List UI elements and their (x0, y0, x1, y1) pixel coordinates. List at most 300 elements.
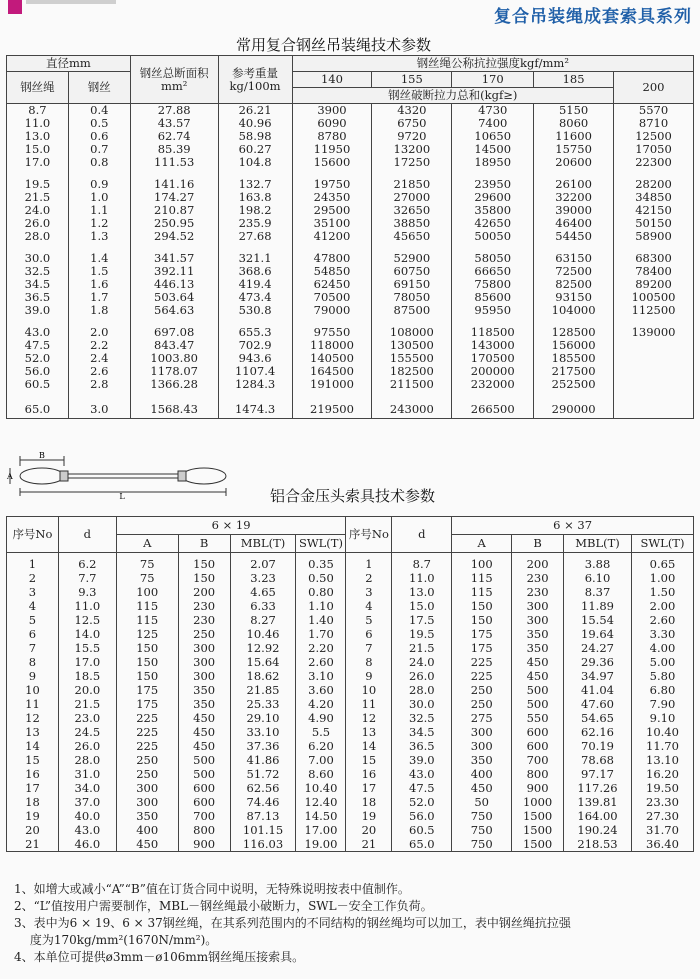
table-cell: 43.0 (392, 767, 452, 781)
table-cell: 210.87 (130, 204, 218, 217)
table-cell: 7 (346, 641, 392, 655)
table-cell: 2.20 (296, 641, 346, 655)
col-weight: 参考重量kg/100m (218, 56, 292, 104)
table-cell: 47.5 (7, 339, 69, 352)
table-cell: 52.0 (392, 795, 452, 809)
table-cell: 17.0 (7, 156, 69, 169)
table-cell: 47800 (292, 243, 372, 265)
col-mbl: MBL(T) (564, 535, 632, 553)
table-cell: 100 (116, 585, 178, 599)
table-cell: 243000 (372, 391, 452, 419)
table-cell: 139.81 (564, 795, 632, 809)
table-cell: 75 (116, 553, 178, 572)
table-cell: 5 (346, 613, 392, 627)
table-row (7, 711, 694, 725)
table-cell: 2.6 (68, 365, 130, 378)
table-cell: 23.0 (58, 711, 116, 725)
table-row (7, 613, 694, 627)
table-cell: 1.7 (68, 291, 130, 304)
label-a: A (7, 472, 13, 481)
table-cell: 63150 (534, 243, 614, 265)
col-strength-value: 185 (534, 72, 614, 88)
table-cell: 27.30 (631, 809, 693, 823)
table-cell: 266500 (452, 391, 534, 419)
table-cell: 1.2 (68, 217, 130, 230)
table-cell: 5 (7, 613, 59, 627)
table-cell: 12 (346, 711, 392, 725)
table-cell: 115 (116, 613, 178, 627)
table-row (7, 837, 694, 852)
table-cell: 1.50 (631, 585, 693, 599)
table-cell: 2.2 (68, 339, 130, 352)
table-cell: 1.6 (68, 278, 130, 291)
table-cell: 58050 (452, 243, 534, 265)
table-cell: 112500 (614, 304, 694, 317)
table-cell (614, 365, 694, 378)
table-cell: 250 (452, 683, 512, 697)
col-a: A (452, 535, 512, 553)
table-cell: 2.0 (68, 317, 130, 339)
table-cell: 3 (346, 585, 392, 599)
table-cell: 3.0 (68, 391, 130, 419)
table-cell: 0.80 (296, 585, 346, 599)
table-cell: 1 (346, 553, 392, 572)
table-cell: 0.7 (68, 143, 130, 156)
table-cell: 12 (7, 711, 59, 725)
table-row (7, 230, 694, 243)
table-cell: 35100 (292, 217, 372, 230)
table-cell: 17.5 (392, 613, 452, 627)
table-cell: 11950 (292, 143, 372, 156)
table-cell (614, 339, 694, 352)
table-cell: 85600 (452, 291, 534, 304)
table-cell: 14 (7, 739, 59, 753)
table-cell: 95950 (452, 304, 534, 317)
table-cell: 800 (178, 823, 230, 837)
decor-line (26, 0, 116, 4)
table-cell: 39000 (534, 204, 614, 217)
table-row (7, 317, 694, 339)
table-cell: 19.5 (7, 169, 69, 191)
table-cell (614, 352, 694, 365)
col-swl: SWL(T) (631, 535, 693, 553)
table-cell: 9.10 (631, 711, 693, 725)
table-cell: 219500 (292, 391, 372, 419)
col-a: A (116, 535, 178, 553)
table-cell: 11.70 (631, 739, 693, 753)
table-row (7, 156, 694, 169)
table-cell: 56.0 (392, 809, 452, 823)
table-cell: 1.40 (296, 613, 346, 627)
col-breaking: 钢丝破断拉力总和(kgf≥) (292, 88, 614, 104)
table-cell: 1.8 (68, 304, 130, 317)
table-cell: 41.04 (564, 683, 632, 697)
table-cell: 43.0 (58, 823, 116, 837)
table-cell (614, 378, 694, 391)
table-cell: 115 (116, 599, 178, 613)
table-cell: 132.7 (218, 169, 292, 191)
table-cell: 20 (346, 823, 392, 837)
notes (14, 881, 694, 966)
table-cell: 1000 (512, 795, 564, 809)
table-cell: 1.5 (68, 265, 130, 278)
table-cell: 175 (116, 683, 178, 697)
table-cell: 500 (512, 697, 564, 711)
table-cell: 118500 (452, 317, 534, 339)
table-cell: 21.85 (230, 683, 296, 697)
table-cell: 28.0 (7, 230, 69, 243)
table-cell: 8.60 (296, 767, 346, 781)
table-cell: 56.0 (7, 365, 69, 378)
table-cell: 43.0 (7, 317, 69, 339)
note-line: 1、如增大或减小“A”“B”值在订货合同中说明，无特殊说明按表中值制作。 (14, 882, 410, 896)
table-cell: 1366.28 (130, 378, 218, 391)
table-cell: 217500 (534, 365, 614, 378)
table-cell: 0.4 (68, 104, 130, 118)
table-cell: 17250 (372, 156, 452, 169)
table-cell: 31.70 (631, 823, 693, 837)
table-cell: 5.5 (296, 725, 346, 739)
table-cell: 32650 (372, 204, 452, 217)
table-cell: 14.50 (296, 809, 346, 823)
table-cell: 450 (116, 837, 178, 852)
table-row (7, 697, 694, 711)
table-cell: 3900 (292, 104, 372, 118)
table-cell: 10.46 (230, 627, 296, 641)
table-cell: 15 (346, 753, 392, 767)
table-cell: 54850 (292, 265, 372, 278)
table-cell: 7.90 (631, 697, 693, 711)
table-cell: 35800 (452, 204, 534, 217)
table-cell: 62.56 (230, 781, 296, 795)
table-cell: 10 (7, 683, 59, 697)
table-cell: 530.8 (218, 304, 292, 317)
table-cell: 31.0 (58, 767, 116, 781)
table-cell: 50150 (614, 217, 694, 230)
table-cell: 82500 (534, 278, 614, 291)
table-cell: 34.0 (58, 781, 116, 795)
table-cell: 230 (512, 585, 564, 599)
table-cell: 190.24 (564, 823, 632, 837)
table-cell: 28.0 (58, 753, 116, 767)
table-cell: 42150 (614, 204, 694, 217)
table-cell: 13.10 (631, 753, 693, 767)
table-cell: 32200 (534, 191, 614, 204)
col-swl: SWL(T) (296, 535, 346, 553)
table-cell: 211500 (372, 378, 452, 391)
col-6x37: 6 × 37 (452, 517, 694, 535)
table-cell: 300 (116, 781, 178, 795)
table-cell: 450 (178, 711, 230, 725)
table-cell: 34850 (614, 191, 694, 204)
label-b: B (39, 451, 45, 460)
table-row (7, 809, 694, 823)
table-cell: 150 (178, 571, 230, 585)
table-row (7, 781, 694, 795)
table-cell: 15.0 (392, 599, 452, 613)
table-cell: 17.0 (58, 655, 116, 669)
table-cell: 200 (178, 585, 230, 599)
table-cell: 600 (178, 781, 230, 795)
table-cell: 62.74 (130, 130, 218, 143)
table-cell: 2.07 (230, 553, 296, 572)
table-cell: 87.13 (230, 809, 296, 823)
col-area: 钢丝总断面积mm² (130, 56, 218, 104)
table-row (7, 739, 694, 753)
table-cell: 24.5 (58, 725, 116, 739)
table-cell: 4320 (372, 104, 452, 118)
aluminum-ferrule-spec-table (6, 516, 694, 852)
table-cell: 52.0 (7, 352, 69, 365)
table-cell: 368.6 (218, 265, 292, 278)
table-cell: 6750 (372, 117, 452, 130)
table-cell: 20 (7, 823, 59, 837)
table-cell: 10650 (452, 130, 534, 143)
series-title: 复合吊装绳成套索具系列 (494, 7, 692, 27)
note-line: 度为170kg/mm²(1670N/mm²)。 (14, 933, 218, 947)
table-cell: 41.86 (230, 753, 296, 767)
table-cell: 9 (7, 669, 59, 683)
table-cell: 150 (452, 613, 512, 627)
table-cell: 10.40 (296, 781, 346, 795)
table-cell: 250 (452, 697, 512, 711)
table-cell: 38850 (372, 217, 452, 230)
table-cell: 300 (452, 739, 512, 753)
table-cell: 115 (452, 571, 512, 585)
table-cell: 116.03 (230, 837, 296, 852)
table-cell: 47.60 (564, 697, 632, 711)
table-row (7, 795, 694, 809)
table-cell: 34.5 (392, 725, 452, 739)
table-cell: 900 (178, 837, 230, 852)
table-cell: 0.5 (68, 117, 130, 130)
table-cell: 117.26 (564, 781, 632, 795)
table-cell: 27.88 (130, 104, 218, 118)
table-cell: 11.89 (564, 599, 632, 613)
table-cell: 252500 (534, 378, 614, 391)
table-cell (614, 391, 694, 419)
table-cell: 97550 (292, 317, 372, 339)
table-cell: 2.4 (68, 352, 130, 365)
table-cell: 225 (116, 725, 178, 739)
table-cell: 17050 (614, 143, 694, 156)
table-cell: 18.5 (58, 669, 116, 683)
table-cell: 5.80 (631, 669, 693, 683)
table-cell: 8.27 (230, 613, 296, 627)
table-cell: 118000 (292, 339, 372, 352)
table-cell: 0.50 (296, 571, 346, 585)
table-cell: 8.7 (7, 104, 69, 118)
table-cell: 900 (512, 781, 564, 795)
table-cell: 1500 (512, 809, 564, 823)
table-cell: 6.80 (631, 683, 693, 697)
table-cell: 3.88 (564, 553, 632, 572)
table-cell: 29500 (292, 204, 372, 217)
table-row (7, 169, 694, 191)
table-cell: 17 (346, 781, 392, 795)
table-row (7, 683, 694, 697)
table-cell: 100 (452, 553, 512, 572)
table-cell: 503.64 (130, 291, 218, 304)
table-cell: 34.97 (564, 669, 632, 683)
table-cell: 500 (178, 753, 230, 767)
table-cell: 3.60 (296, 683, 346, 697)
table-cell: 7.7 (58, 571, 116, 585)
table-cell: 1.3 (68, 230, 130, 243)
table-cell: 250 (116, 767, 178, 781)
table-cell: 26.21 (218, 104, 292, 118)
table-cell: 250 (178, 627, 230, 641)
table-cell: 36.5 (392, 739, 452, 753)
table-cell: 18.62 (230, 669, 296, 683)
table-cell: 600 (512, 739, 564, 753)
table-cell: 10 (346, 683, 392, 697)
table-cell: 218.53 (564, 837, 632, 852)
table-cell: 150 (116, 655, 178, 669)
table-cell: 68300 (614, 243, 694, 265)
table-cell: 7 (7, 641, 59, 655)
table-cell: 750 (452, 809, 512, 823)
table-cell: 41200 (292, 230, 372, 243)
table-cell: 185500 (534, 352, 614, 365)
table-cell: 6 (346, 627, 392, 641)
table-cell: 1.00 (631, 571, 693, 585)
table-cell: 3.23 (230, 571, 296, 585)
table-cell: 225 (452, 655, 512, 669)
table-cell: 104000 (534, 304, 614, 317)
table-cell: 46.0 (58, 837, 116, 852)
table-cell: 6.20 (296, 739, 346, 753)
table-cell: 23950 (452, 169, 534, 191)
table-cell: 8.37 (564, 585, 632, 599)
col-mbl: MBL(T) (230, 535, 296, 553)
table-cell: 12.40 (296, 795, 346, 809)
table-cell: 32.5 (392, 711, 452, 725)
table-cell: 2 (7, 571, 59, 585)
table-cell: 700 (178, 809, 230, 823)
table-cell: 1107.4 (218, 365, 292, 378)
table-cell: 1178.07 (130, 365, 218, 378)
col-d: d (392, 517, 452, 553)
table-cell: 1.4 (68, 243, 130, 265)
table-cell: 400 (116, 823, 178, 837)
table-cell: 29.10 (230, 711, 296, 725)
table-cell: 111.53 (130, 156, 218, 169)
table-cell: 15.0 (7, 143, 69, 156)
table-cell: 19.00 (296, 837, 346, 852)
table-cell: 43.57 (130, 117, 218, 130)
table-cell: 1.70 (296, 627, 346, 641)
table-row (7, 669, 694, 683)
table-cell: 321.1 (218, 243, 292, 265)
table-cell: 20600 (534, 156, 614, 169)
table-cell: 450 (512, 655, 564, 669)
table-cell: 62.16 (564, 725, 632, 739)
table-cell: 550 (512, 711, 564, 725)
table-cell: 225 (116, 739, 178, 753)
table-cell: 191000 (292, 378, 372, 391)
table-cell: 21.5 (58, 697, 116, 711)
table-cell: 446.13 (130, 278, 218, 291)
table-cell: 36.40 (631, 837, 693, 852)
col-wire: 钢丝 (68, 72, 130, 104)
table-cell: 6.33 (230, 599, 296, 613)
table-cell: 39.0 (392, 753, 452, 767)
table-cell: 8.7 (392, 553, 452, 572)
table-cell: 24.0 (7, 204, 69, 217)
col-strength: 钢丝绳公称抗拉强度kgf/mm² (292, 56, 693, 72)
note-line: 4、本单位可提供ø3mm－ø106mm钢丝绳压接索具。 (14, 950, 305, 964)
table-cell: 697.08 (130, 317, 218, 339)
table-cell: 74.46 (230, 795, 296, 809)
col-b: B (512, 535, 564, 553)
table-cell: 13 (7, 725, 59, 739)
table-cell: 13200 (372, 143, 452, 156)
col-diameter: 直径mm (7, 56, 131, 72)
table-cell: 1.0 (68, 191, 130, 204)
table-cell: 17.00 (296, 823, 346, 837)
table-cell: 15.54 (564, 613, 632, 627)
table-cell: 141.16 (130, 169, 218, 191)
table-cell: 78.68 (564, 753, 632, 767)
table-cell: 4.90 (296, 711, 346, 725)
table-cell: 290000 (534, 391, 614, 419)
table-cell: 6.2 (58, 553, 116, 572)
label-l: L (119, 492, 125, 500)
table-cell: 45650 (372, 230, 452, 243)
table-cell: 10.40 (631, 725, 693, 739)
table-cell: 230 (178, 613, 230, 627)
col-strength-value: 200 (614, 72, 694, 104)
table-cell: 182500 (372, 365, 452, 378)
table-cell: 21.5 (7, 191, 69, 204)
table-cell: 19.5 (392, 627, 452, 641)
table-cell: 24.27 (564, 641, 632, 655)
table-cell: 1003.80 (130, 352, 218, 365)
table-cell: 2.60 (296, 655, 346, 669)
table-cell: 32.5 (7, 265, 69, 278)
table-row (7, 304, 694, 317)
table-cell: 19.50 (631, 781, 693, 795)
table-cell: 139000 (614, 317, 694, 339)
col-d: d (58, 517, 116, 553)
table-cell: 11.0 (7, 117, 69, 130)
table-cell: 11.0 (392, 571, 452, 585)
table-cell: 6090 (292, 117, 372, 130)
table-cell: 4.20 (296, 697, 346, 711)
table-cell: 15750 (534, 143, 614, 156)
table-cell: 78400 (614, 265, 694, 278)
table-cell: 150 (452, 599, 512, 613)
table-cell: 115 (452, 585, 512, 599)
table-cell: 564.63 (130, 304, 218, 317)
table-cell: 34.5 (7, 278, 69, 291)
table-cell: 19750 (292, 169, 372, 191)
table-cell: 17 (7, 781, 59, 795)
table-row (7, 627, 694, 641)
table-cell: 128500 (534, 317, 614, 339)
table-row (7, 104, 694, 118)
table-cell: 4.00 (631, 641, 693, 655)
table-cell: 4730 (452, 104, 534, 118)
table-cell: 24350 (292, 191, 372, 204)
table-cell: 9720 (372, 130, 452, 143)
table-cell: 400 (452, 767, 512, 781)
table-cell: 473.4 (218, 291, 292, 304)
col-strength-value: 170 (452, 72, 534, 88)
table-row (7, 599, 694, 613)
table-cell: 600 (178, 795, 230, 809)
